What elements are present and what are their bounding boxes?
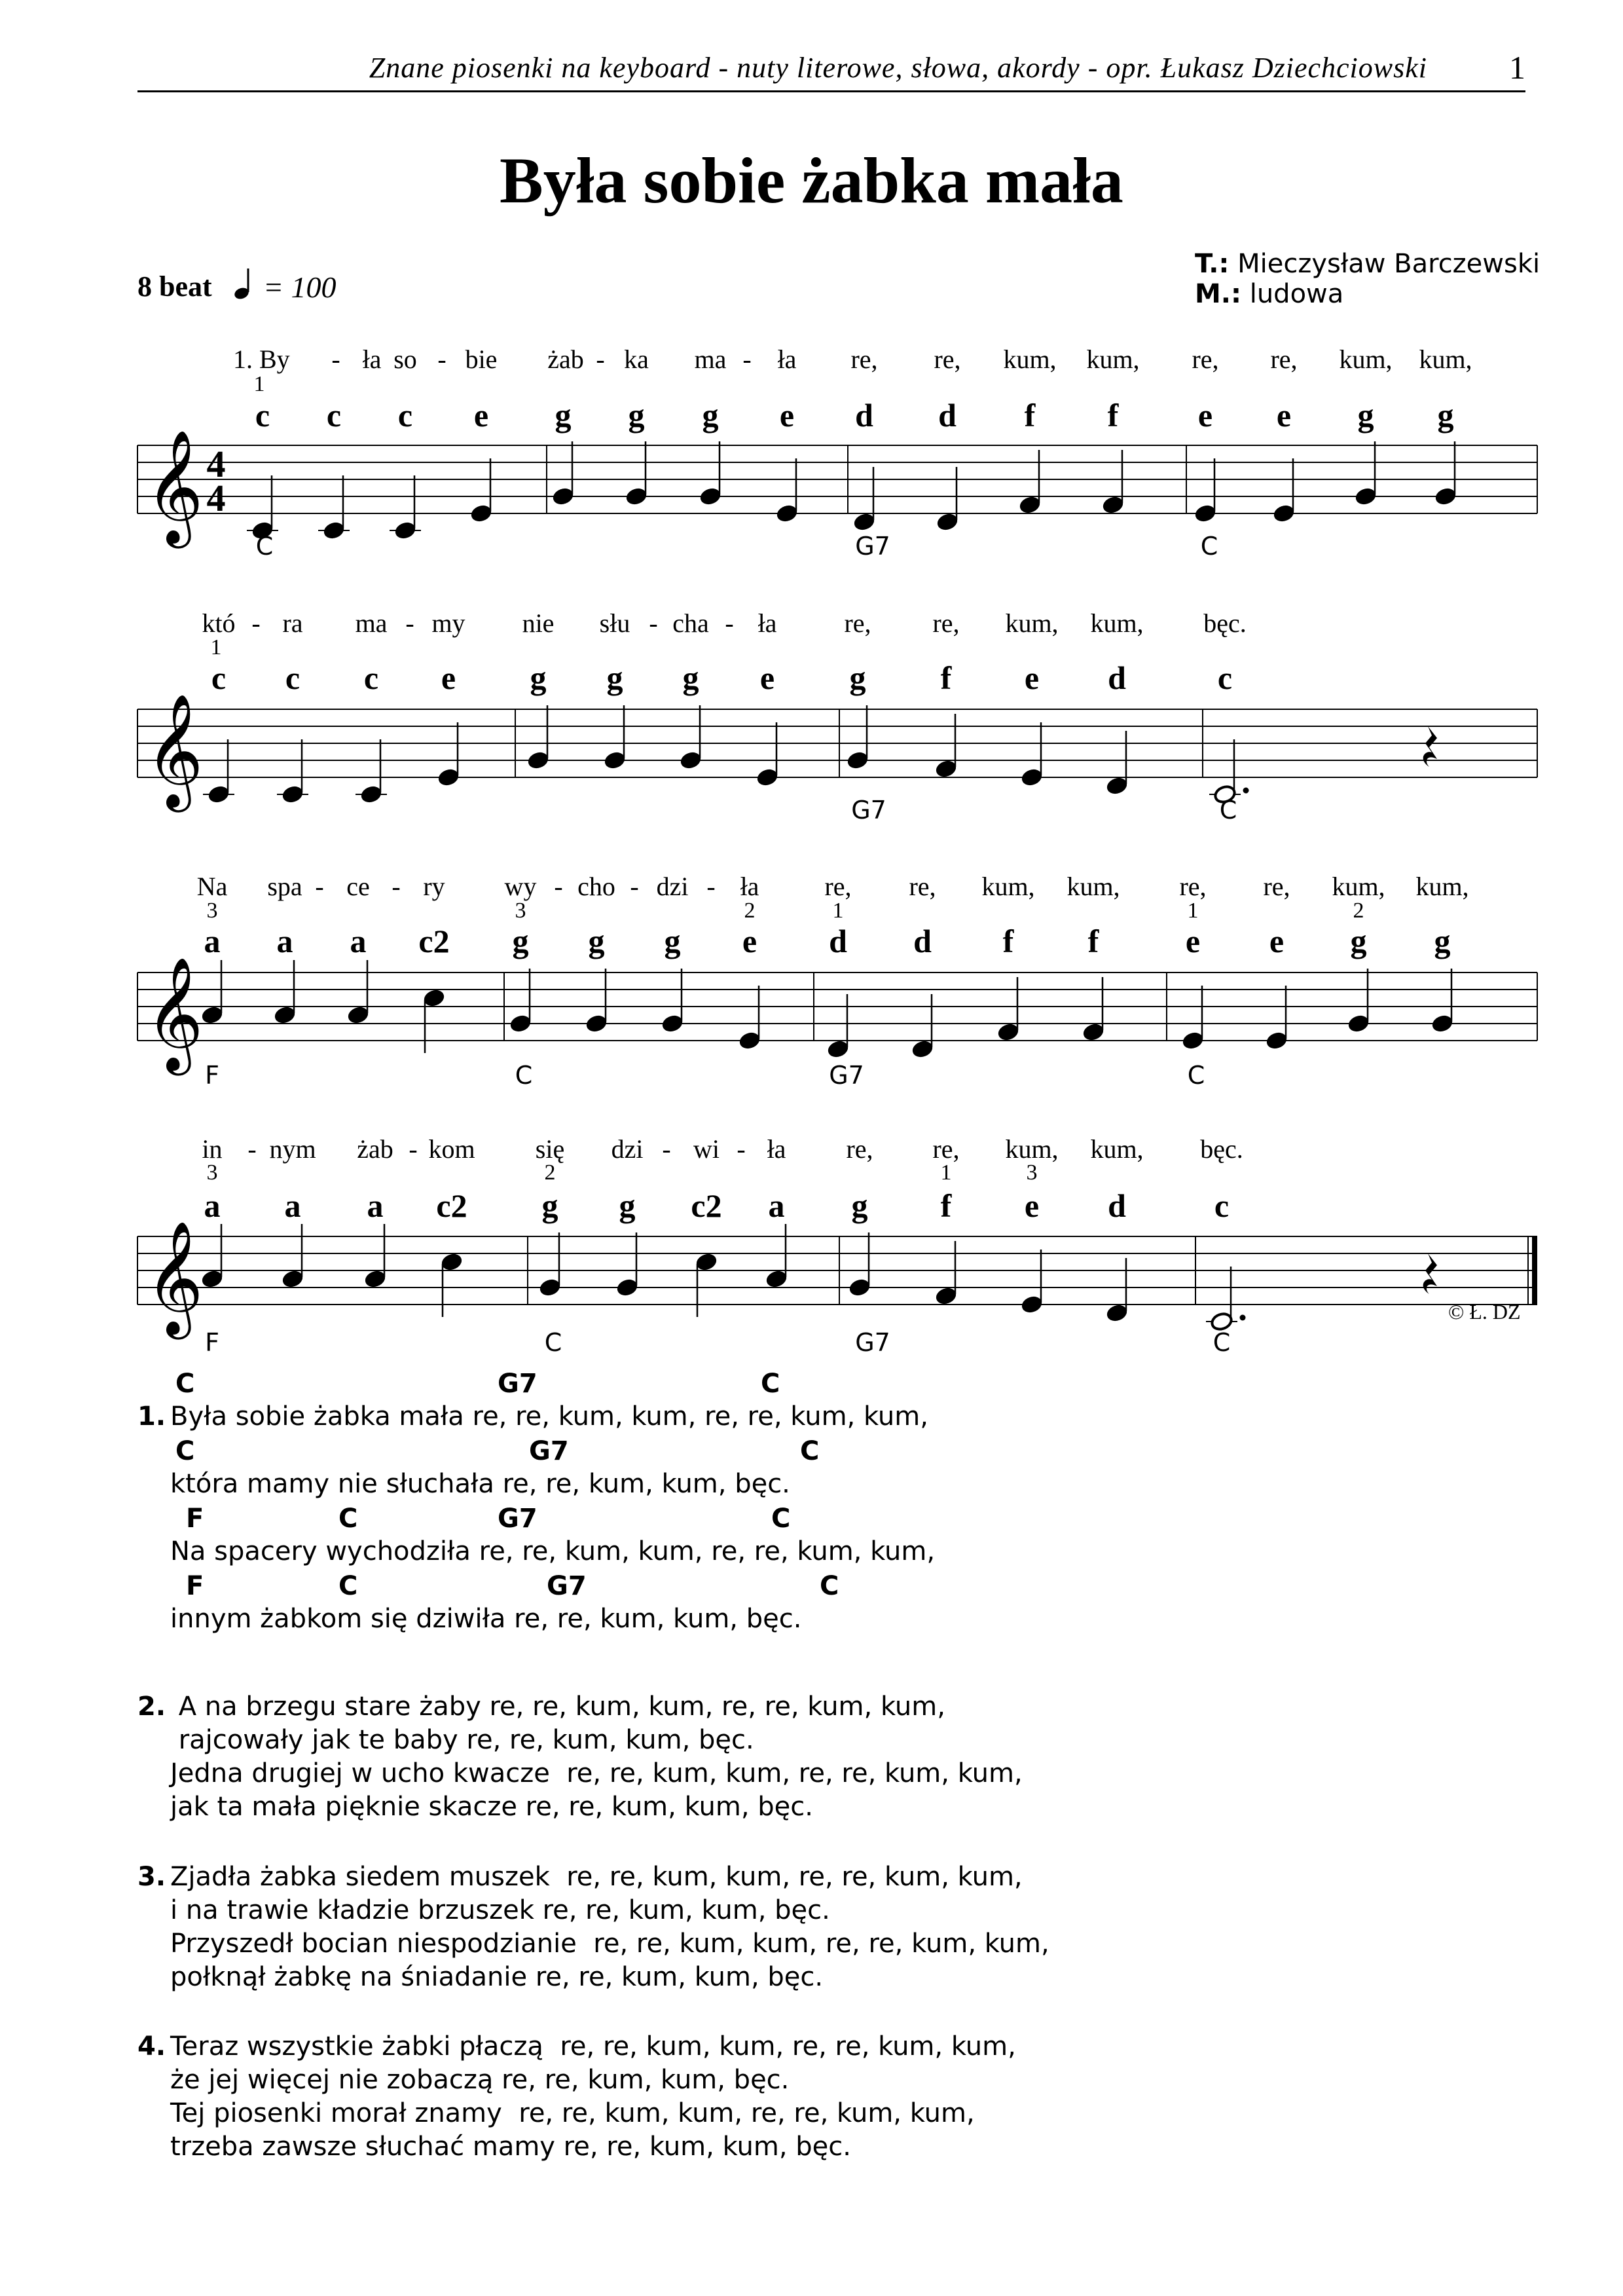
note-letter: d bbox=[1108, 659, 1126, 696]
note-letter: g bbox=[1434, 923, 1451, 959]
lyric-syllable: wy bbox=[504, 872, 537, 901]
note bbox=[1101, 450, 1125, 515]
note bbox=[775, 458, 799, 523]
lyric-syllable: bęc. bbox=[1203, 608, 1247, 638]
note bbox=[346, 960, 370, 1025]
header-text: Znane piosenki na keyboard - nuty literowe, słowa, akordy - opr. Łukasz Dziechciowski bbox=[369, 52, 1427, 84]
lyric-syllable: - bbox=[392, 872, 401, 901]
lyric-syllable: cho bbox=[577, 872, 615, 901]
note-letter: f bbox=[940, 1187, 952, 1224]
beat-style: 8 beat bbox=[137, 270, 212, 303]
lyric-syllable: ła bbox=[740, 872, 759, 901]
note-letter: d bbox=[913, 923, 932, 959]
fingering-number: 1 bbox=[940, 1160, 952, 1185]
lyric-syllable: wi bbox=[693, 1134, 720, 1164]
time-signature: 4 bbox=[206, 443, 226, 485]
note bbox=[1105, 731, 1129, 796]
lyric-syllable: kum, bbox=[1415, 872, 1469, 901]
note bbox=[699, 441, 722, 506]
lyric-syllable: - bbox=[247, 1134, 257, 1164]
lyric-syllable: kum, bbox=[1005, 608, 1059, 638]
note-letter: e bbox=[779, 397, 795, 434]
note bbox=[695, 1252, 718, 1317]
note-letter: g bbox=[555, 397, 572, 434]
verse-chord: G7 bbox=[498, 1504, 538, 1534]
verse-chord: C bbox=[761, 1369, 780, 1399]
note-letter: c bbox=[326, 397, 342, 434]
note bbox=[356, 739, 387, 804]
verse-line: Była sobie żabka mała re, re, kum, kum, re, re, kum, kum, bbox=[170, 1401, 928, 1432]
verse-line: Przyszedł bocian niespodzianie re, re, kum, kum, re, re, kum, kum, bbox=[170, 1929, 1049, 1959]
lyric-syllable: ła bbox=[757, 608, 777, 638]
verse-number: 3. bbox=[137, 1862, 166, 1892]
verse-chord: F bbox=[186, 1504, 204, 1534]
note-letter: d bbox=[855, 397, 873, 434]
note bbox=[281, 1224, 304, 1289]
note bbox=[1354, 441, 1377, 506]
note-letter: g bbox=[849, 659, 866, 696]
lyric-syllable: ma bbox=[694, 344, 727, 374]
lyric-syllable: ka bbox=[624, 344, 649, 374]
note-letter: f bbox=[1107, 397, 1119, 434]
note-letter: c2 bbox=[436, 1187, 467, 1224]
lyric-syllable: re, bbox=[846, 1134, 873, 1164]
note bbox=[1020, 1250, 1044, 1314]
note bbox=[469, 458, 493, 523]
lyrics-label: T.: bbox=[1195, 249, 1230, 279]
note-letter: a bbox=[768, 1187, 785, 1224]
lyric-syllable: kum, bbox=[1419, 344, 1472, 374]
lyric-syllable: kum, bbox=[1332, 872, 1385, 901]
lyric-syllable: ła bbox=[777, 344, 797, 374]
lyric-syllable: bęc. bbox=[1200, 1134, 1243, 1164]
lyric-syllable: re, bbox=[850, 344, 878, 374]
note-letter: d bbox=[1108, 1187, 1126, 1224]
lyric-syllable: re, bbox=[1263, 872, 1290, 901]
verse-chord: C bbox=[771, 1504, 791, 1534]
chord-symbol: C bbox=[544, 1328, 562, 1357]
note-letter: c bbox=[211, 659, 227, 696]
verse-line: Zjadła żabka siedem muszek re, re, kum, kum, re, re, kum, kum, bbox=[170, 1862, 1023, 1892]
note-letter: c bbox=[1214, 1187, 1230, 1224]
lyric-syllable: się bbox=[535, 1134, 565, 1164]
verse-line: połknął żabkę na śniadanie re, re, kum, kum, bęc. bbox=[170, 1962, 824, 1992]
note-letter: f bbox=[1087, 923, 1099, 959]
verse-line: A na brzegu stare żaby re, re, kum, kum, re, re, kum, kum, bbox=[170, 1692, 945, 1722]
lyric-syllable: nie bbox=[522, 608, 555, 638]
verse-chord: C bbox=[175, 1436, 195, 1466]
verse-line: Na spacery wychodziła re, re, kum, kum, re, re, kum, kum, bbox=[170, 1536, 936, 1566]
note bbox=[852, 467, 876, 532]
note-letter: a bbox=[276, 923, 293, 959]
note-letter: g bbox=[628, 397, 645, 434]
note bbox=[440, 1252, 464, 1317]
treble-clef-icon: 𝄞 bbox=[145, 430, 204, 544]
treble-clef-icon: 𝄞 bbox=[145, 694, 204, 807]
note-letter: a bbox=[204, 923, 221, 959]
note bbox=[277, 739, 308, 804]
note bbox=[1272, 458, 1296, 523]
note bbox=[1206, 1267, 1246, 1331]
verse-line: jak ta mała pięknie skacze re, re, kum, kum, bęc. bbox=[170, 1792, 813, 1822]
note-letter: c2 bbox=[418, 923, 450, 959]
chord-symbol: G7 bbox=[829, 1061, 864, 1090]
lyric-syllable: kum, bbox=[1086, 344, 1140, 374]
lyric-syllable: - bbox=[725, 608, 734, 638]
note bbox=[526, 705, 550, 770]
verse-chord: G7 bbox=[547, 1571, 587, 1601]
note bbox=[936, 467, 959, 532]
fingering-number: 2 bbox=[544, 1160, 556, 1185]
note-letter: f bbox=[940, 659, 952, 696]
note-letter: g bbox=[1357, 397, 1374, 434]
note bbox=[1431, 969, 1454, 1033]
lyric-syllable: re, bbox=[934, 344, 961, 374]
lyric-syllable: - bbox=[742, 344, 752, 374]
note-letter: g bbox=[1350, 923, 1367, 959]
note bbox=[200, 960, 224, 1025]
note-letter: a bbox=[204, 1187, 221, 1224]
fingering-number: 1 bbox=[253, 372, 265, 396]
treble-clef-icon: 𝄞 bbox=[145, 1221, 204, 1335]
lyric-syllable: nym bbox=[269, 1134, 316, 1164]
lyric-syllable: ce bbox=[346, 872, 370, 901]
fingering-number: 3 bbox=[1026, 1160, 1038, 1185]
note-letter: c2 bbox=[691, 1187, 722, 1224]
note bbox=[247, 475, 278, 540]
lyric-syllable: - bbox=[251, 608, 261, 638]
lyric-syllable: re, bbox=[909, 872, 936, 901]
chord-symbol: C bbox=[255, 532, 274, 561]
fingering-number: 3 bbox=[515, 898, 526, 923]
note bbox=[846, 705, 869, 770]
note bbox=[911, 994, 934, 1059]
note bbox=[738, 986, 761, 1050]
lyric-syllable: - bbox=[405, 608, 414, 638]
lyrics-author: Mieczysław Barczewski bbox=[1237, 249, 1541, 279]
note bbox=[1020, 722, 1044, 787]
verse-line: trzeba zawsze słuchać mamy re, re, kum, kum, bęc. bbox=[170, 2132, 851, 2162]
note bbox=[390, 475, 421, 540]
note-letter: g bbox=[588, 923, 605, 959]
verse-chord: G7 bbox=[498, 1369, 538, 1399]
note-letter: c bbox=[285, 659, 301, 696]
time-signature: 4 bbox=[206, 477, 226, 519]
copyright: © Ł. DZ bbox=[1448, 1300, 1521, 1324]
note-letter: d bbox=[829, 923, 847, 959]
final-barline-thick bbox=[1532, 1236, 1537, 1305]
verse-chord: C bbox=[800, 1436, 820, 1466]
note bbox=[1181, 986, 1205, 1050]
lyric-syllable: żab bbox=[547, 344, 584, 374]
chord-symbol: C bbox=[1213, 1328, 1231, 1357]
music-author: ludowa bbox=[1249, 279, 1344, 309]
lyric-syllable: kum, bbox=[1067, 872, 1120, 901]
note-letter: e bbox=[742, 923, 757, 959]
verse-line: innym żabkom się dziwiła re, re, kum, kum, bęc. bbox=[170, 1604, 802, 1634]
verse-chord: C bbox=[175, 1369, 195, 1399]
note bbox=[1018, 450, 1042, 515]
note-letter: c bbox=[397, 397, 413, 434]
note bbox=[826, 994, 850, 1059]
lyric-syllable: - bbox=[630, 872, 639, 901]
note-letter: d bbox=[938, 397, 957, 434]
note-letter: g bbox=[664, 923, 681, 959]
note-letter: c bbox=[255, 397, 270, 434]
note-letter: g bbox=[1437, 397, 1454, 434]
note-letter: c bbox=[363, 659, 379, 696]
note bbox=[1105, 1258, 1129, 1323]
lyric-syllable: ma bbox=[355, 608, 388, 638]
note-letter: g bbox=[619, 1187, 636, 1224]
note bbox=[934, 1241, 958, 1306]
lyric-syllable: - bbox=[409, 1134, 418, 1164]
lyric-syllable: kum, bbox=[1005, 1134, 1059, 1164]
lyric-syllable: - bbox=[437, 344, 447, 374]
song-title: Była sobie żabka mała bbox=[500, 144, 1123, 217]
note bbox=[422, 988, 446, 1053]
note-letter: g bbox=[530, 659, 547, 696]
note-letter: e bbox=[473, 397, 489, 434]
note bbox=[318, 475, 350, 540]
verse-line: i na trawie kładzie brzuszek re, re, kum, kum, bęc. bbox=[170, 1895, 830, 1925]
fingering-number: 1 bbox=[832, 898, 844, 923]
lyric-syllable: któ bbox=[202, 608, 236, 638]
note bbox=[934, 714, 958, 779]
lyric-syllable: bie bbox=[465, 344, 498, 374]
note bbox=[765, 1224, 788, 1289]
verse-line: rajcowały jak te baby re, re, kum, kum, bęc. bbox=[170, 1725, 754, 1755]
fingering-number: 3 bbox=[206, 898, 218, 923]
lyric-syllable: dzi bbox=[656, 872, 689, 901]
note bbox=[538, 1232, 562, 1297]
lyric-syllable: spa bbox=[267, 872, 302, 901]
note-letter: e bbox=[1276, 397, 1292, 434]
note-letter: e bbox=[1024, 659, 1040, 696]
chord-symbol: G7 bbox=[855, 1328, 890, 1357]
verse-chord: C bbox=[338, 1571, 358, 1601]
note bbox=[679, 705, 702, 770]
verse-number: 2. bbox=[137, 1692, 166, 1722]
note-letter: e bbox=[441, 659, 456, 696]
note-letter: f bbox=[1002, 923, 1014, 959]
fingering-number: 1 bbox=[210, 635, 222, 659]
verse-chord: C bbox=[820, 1571, 839, 1601]
lyric-syllable: kum, bbox=[1339, 344, 1393, 374]
lyric-syllable: kum, bbox=[1090, 608, 1144, 638]
note-letter: e bbox=[1269, 923, 1285, 959]
note-letter: f bbox=[1024, 397, 1036, 434]
note bbox=[585, 969, 608, 1033]
lyric-syllable: kum, bbox=[1003, 344, 1057, 374]
lyric-syllable: re, bbox=[932, 608, 960, 638]
verse-line: Jedna drugiej w ucho kwacze re, re, kum, kum, re, re, kum, kum, bbox=[170, 1758, 1023, 1788]
treble-clef-icon: 𝄞 bbox=[145, 957, 204, 1071]
note bbox=[625, 441, 648, 506]
note bbox=[996, 977, 1020, 1042]
lyric-syllable: ła bbox=[767, 1134, 786, 1164]
lyric-syllable: ła bbox=[362, 344, 382, 374]
note bbox=[603, 705, 627, 770]
lyric-syllable: - bbox=[331, 344, 340, 374]
verse-number: 4. bbox=[137, 2031, 166, 2062]
chord-symbol: C bbox=[515, 1061, 533, 1090]
note bbox=[1434, 441, 1457, 506]
lyric-syllable: dzi bbox=[611, 1134, 644, 1164]
note-letter: e bbox=[1197, 397, 1213, 434]
verse-chord: C bbox=[338, 1504, 358, 1534]
verse-chord: F bbox=[186, 1571, 204, 1601]
fingering-number: 2 bbox=[744, 898, 756, 923]
chord-symbol: C bbox=[1200, 532, 1218, 561]
verse-chord: G7 bbox=[529, 1436, 569, 1466]
lyric-syllable: ra bbox=[282, 608, 303, 638]
note-letter: g bbox=[606, 659, 623, 696]
note-letter: g bbox=[682, 659, 699, 696]
note-letter: e bbox=[1185, 923, 1201, 959]
note bbox=[363, 1224, 387, 1289]
note bbox=[1347, 969, 1370, 1033]
lyric-syllable: - bbox=[662, 1134, 671, 1164]
note bbox=[661, 969, 684, 1033]
note bbox=[273, 960, 297, 1025]
note bbox=[848, 1232, 871, 1297]
lyric-syllable: re, bbox=[932, 1134, 960, 1164]
lyric-syllable: kom bbox=[428, 1134, 475, 1164]
chord-symbol: C bbox=[1219, 796, 1237, 824]
verse-line: Tej piosenki morał znamy re, re, kum, kum, re, re, kum, kum, bbox=[170, 2098, 975, 2128]
note bbox=[1082, 977, 1105, 1042]
lyric-syllable: re, bbox=[844, 608, 871, 638]
music-label: M.: bbox=[1195, 279, 1241, 309]
tempo-value: = 100 bbox=[263, 270, 337, 304]
note bbox=[437, 722, 460, 787]
lyric-syllable: Na bbox=[196, 872, 228, 901]
note-letter: a bbox=[284, 1187, 301, 1224]
chord-symbol: F bbox=[205, 1328, 219, 1357]
note bbox=[509, 969, 532, 1033]
lyric-syllable: my bbox=[431, 608, 465, 638]
chord-symbol: G7 bbox=[855, 532, 890, 561]
note bbox=[1209, 739, 1249, 804]
verse-line: która mamy nie słuchała re, re, kum, kum, bęc. bbox=[170, 1469, 790, 1499]
note-letter: a bbox=[367, 1187, 384, 1224]
note bbox=[200, 1224, 224, 1289]
lyric-syllable: - bbox=[596, 344, 605, 374]
lyric-syllable: re, bbox=[1270, 344, 1298, 374]
lyric-syllable: cha bbox=[672, 608, 709, 638]
page-number: 1 bbox=[1509, 49, 1525, 86]
lyric-syllable: ry bbox=[423, 872, 445, 901]
note bbox=[203, 739, 234, 804]
note bbox=[615, 1232, 639, 1297]
fingering-number: 2 bbox=[1353, 898, 1364, 923]
lyric-syllable: żab bbox=[357, 1134, 393, 1164]
note-letter: e bbox=[759, 659, 775, 696]
chord-symbol: G7 bbox=[851, 796, 886, 824]
note bbox=[1194, 458, 1217, 523]
lyric-syllable: re, bbox=[824, 872, 852, 901]
lyric-syllable: in bbox=[202, 1134, 223, 1164]
lyric-syllable: - bbox=[554, 872, 563, 901]
verse-line: że jej więcej nie zobaczą re, re, kum, kum, bęc. bbox=[170, 2065, 790, 2095]
lyric-syllable: - bbox=[649, 608, 658, 638]
note bbox=[756, 722, 779, 787]
lyric-syllable: kum, bbox=[981, 872, 1035, 901]
lyric-syllable: re, bbox=[1192, 344, 1219, 374]
verse-line: Teraz wszystkie żabki płaczą re, re, kum, kum, re, re, kum, kum, bbox=[170, 2031, 1016, 2062]
verse-number: 1. bbox=[137, 1401, 166, 1432]
note-letter: e bbox=[1024, 1187, 1040, 1224]
note-letter: c bbox=[1217, 659, 1233, 696]
lyric-syllable: - bbox=[737, 1134, 746, 1164]
note bbox=[1265, 986, 1288, 1050]
fingering-number: 3 bbox=[206, 1160, 218, 1185]
lyric-syllable: słu bbox=[599, 608, 630, 638]
lyric-syllable: so bbox=[393, 344, 417, 374]
chord-symbol: F bbox=[205, 1061, 219, 1090]
lyric-syllable: - bbox=[706, 872, 716, 901]
note bbox=[551, 441, 575, 506]
note-letter: g bbox=[541, 1187, 558, 1224]
chord-symbol: C bbox=[1187, 1061, 1205, 1090]
fingering-number: 1 bbox=[1187, 898, 1199, 923]
lyric-syllable: 1. By bbox=[233, 344, 290, 374]
note-letter: g bbox=[702, 397, 719, 434]
note-letter: a bbox=[350, 923, 367, 959]
note-letter: g bbox=[851, 1187, 868, 1224]
lyric-syllable: re, bbox=[1179, 872, 1207, 901]
lyric-syllable: kum, bbox=[1090, 1134, 1144, 1164]
note-letter: g bbox=[512, 923, 529, 959]
lyric-syllable: - bbox=[315, 872, 324, 901]
